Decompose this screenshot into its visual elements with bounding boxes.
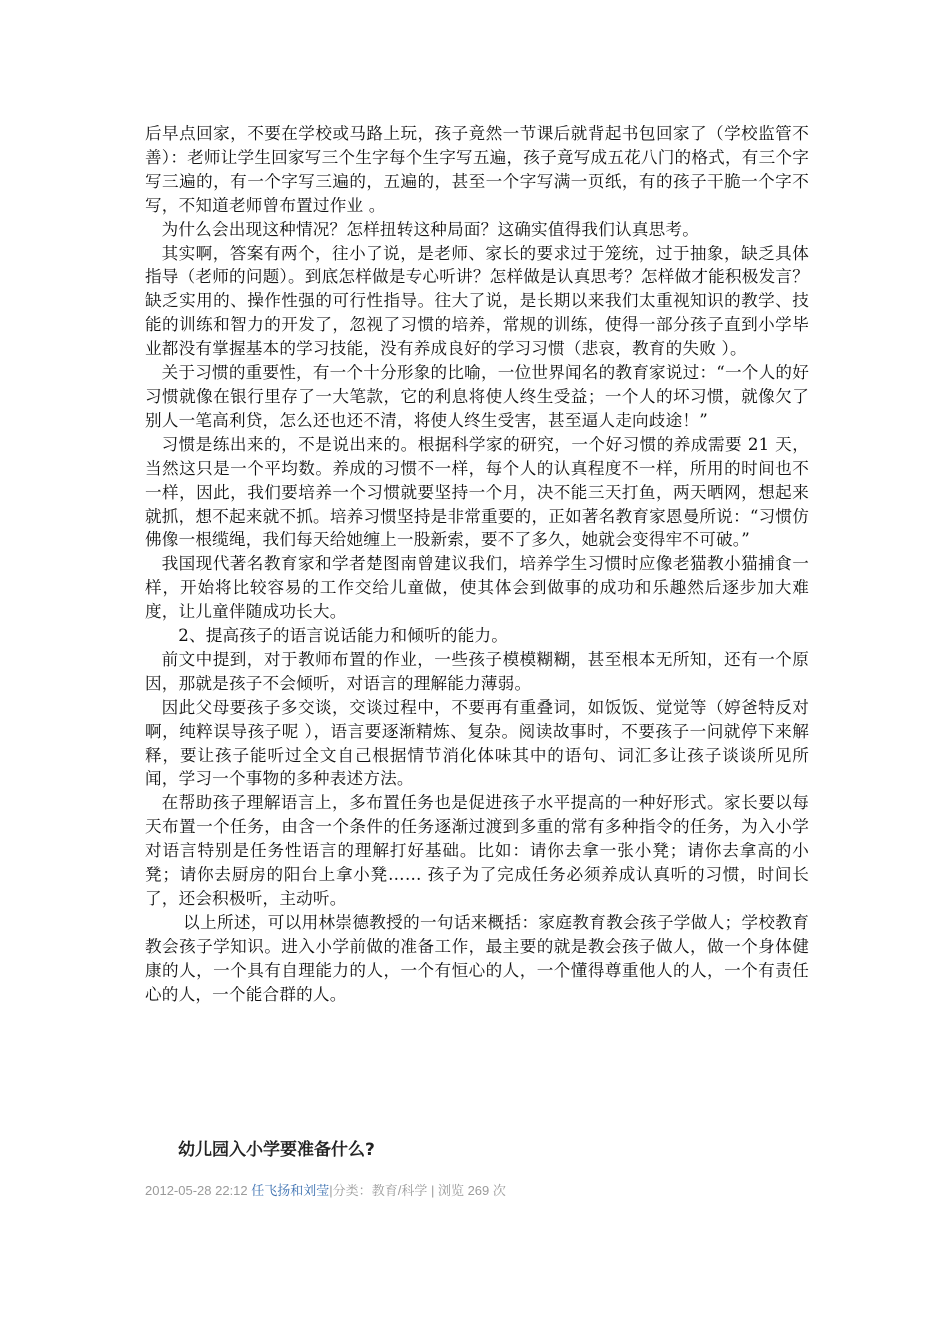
paragraph-6: 我国现代著名教育家和学者楚图南曾建议我们，培养学生习惯时应像老猫教小猫捕食一样，开始将比较容易的工作交给儿童做，使其体会到做事的成功和乐趣然后逐步加大难度，让儿童伴随成功长大。 <box>145 554 809 622</box>
views-count: 269 <box>467 1183 490 1198</box>
paragraph-5: 习惯是练出来的，不是说出来的。根据科学家的研究，一个好习惯的养成需要 21 天，当然这只是一个平均数。养成的习惯不一样，每个人的认真程度不一样，所用的时间也不一样，因此，我们要培养一个习惯就要坚持一个月，决不能三天打鱼，两天晒网，想起来就抓，想不起来就不抓。培养习惯坚持是非常重要的，正如著名教育家恩曼所说：“习惯仿佛像一根缆绳，我们每天给她缠上一股新索，要不了多久，她就会变得牢不可破。” <box>145 434 809 550</box>
views-label: | 浏览 <box>427 1183 464 1198</box>
paragraph-3: 其实啊，答案有两个，往小了说，是老师、家长的要求过于笼统，过于抽象，缺乏具体指导（老师的问题）。到底怎样做是专心听讲？怎样做是认真思考？怎样做才能积极发言？缺乏实用的、操作性强的可行性指导。往大了说，是长期以来我们太重视知识的教学、技能的训练和智力的开发了，忽视了习惯的培养，常规的训练，使得一部分孩子直到小学毕业都没有掌握基本的学习技能，没有养成良好的学习习惯（悲哀，教育的失败 ）。 <box>145 243 809 359</box>
paragraph-9: 在帮助孩子理解语言上，多布置任务也是促进孩子水平提高的一种好形式。家长要以每天布置一个任务，由含一个条件的任务逐渐过渡到多重的常有多种指令的任务，为入小学对语言特别是任务性语言的理解打好基础。比如：请你去拿一张小凳；请你去拿高的小凳；请你去厨房的阳台上拿小凳…… 孩子为了完成任务必须养成认真听的习惯，时间长了，还会积极听，主动听。 <box>145 793 809 908</box>
section-heading-2: 2、提高孩子的语言说话能力和倾听的能力。 <box>178 626 509 646</box>
paragraph-8: 因此父母要孩子多交谈，交谈过程中，不要再有重叠词，如饭饭、觉觉等（婷爸特反对啊，纯粹误导孩子呢 ），语言要逐渐精炼、复杂。阅读故事时，不要孩子一问就停下来解释，要让孩子能听过全文自己根据情节消化体味其中的语句、词汇多让孩子谈谈所见所闻，学习一个事物的多种表述方法。 <box>145 697 809 789</box>
paragraph-10: 以上所述，可以用林崇德教授的一句话来概括：家庭教育教会孩子学做人；学校教育教会孩子学知识。进入小学前做的准备工作，最主要的就是教会孩子做人，做一个身体健康的人，一个具有自理能力的人，一个有恒心的人，一个懂得尊重他人的人，一个有责任心的人，一个能合群的人。 <box>145 912 809 1004</box>
paragraph-1: 后早点回家，不要在学校或马路上玩，孩子竟然一节课后就背起书包回家了（学校监管不善）：老师让学生回家写三个生字每个生字写五遍，孩子竟写成五花八门的格式，有三个字写三遍的，有一个字写三遍的，五遍的，甚至一个字写满一页纸，有的孩子干脆一个字不写，不知道老师曾布置过作业 。 <box>145 124 809 215</box>
paragraph-7: 前文中提到，对于教师布置的作业，一些孩子模模糊糊，甚至根本无所知，还有一个原因，那就是孩子不会倾听，对语言的理解能力薄弱。 <box>145 649 809 693</box>
paragraph-4: 关于习惯的重要性，有一个十分形象的比喻，一位世界闻名的教育家说过：“一个人的好习惯就像在银行里存了一大笔款，它的利息将使人终生受益；一个人的坏习惯，就像欠了别人一笔高利贷，怎么还也还不清，将使人终生受害，甚至逼人走向歧途！” <box>145 363 809 430</box>
post-date: 2012-05-28 22:12 <box>145 1183 248 1198</box>
views-unit: 次 <box>492 1183 506 1198</box>
article-title: 幼儿园入小学要准备什么? <box>178 1140 375 1160</box>
category-label: |分类： <box>329 1183 372 1198</box>
article-meta <box>145 1180 506 1199</box>
author-link[interactable]: 任飞扬和刘莹 <box>251 1183 330 1198</box>
article-body <box>145 122 809 1007</box>
category-separator: / <box>397 1183 402 1198</box>
category-link-science[interactable]: 科学 <box>401 1183 428 1198</box>
category-link-education[interactable]: 教育 <box>371 1183 398 1198</box>
paragraph-2: 为什么会出现这种情况？怎样扭转这种局面？这确实值得我们认真思考。 <box>161 219 699 239</box>
